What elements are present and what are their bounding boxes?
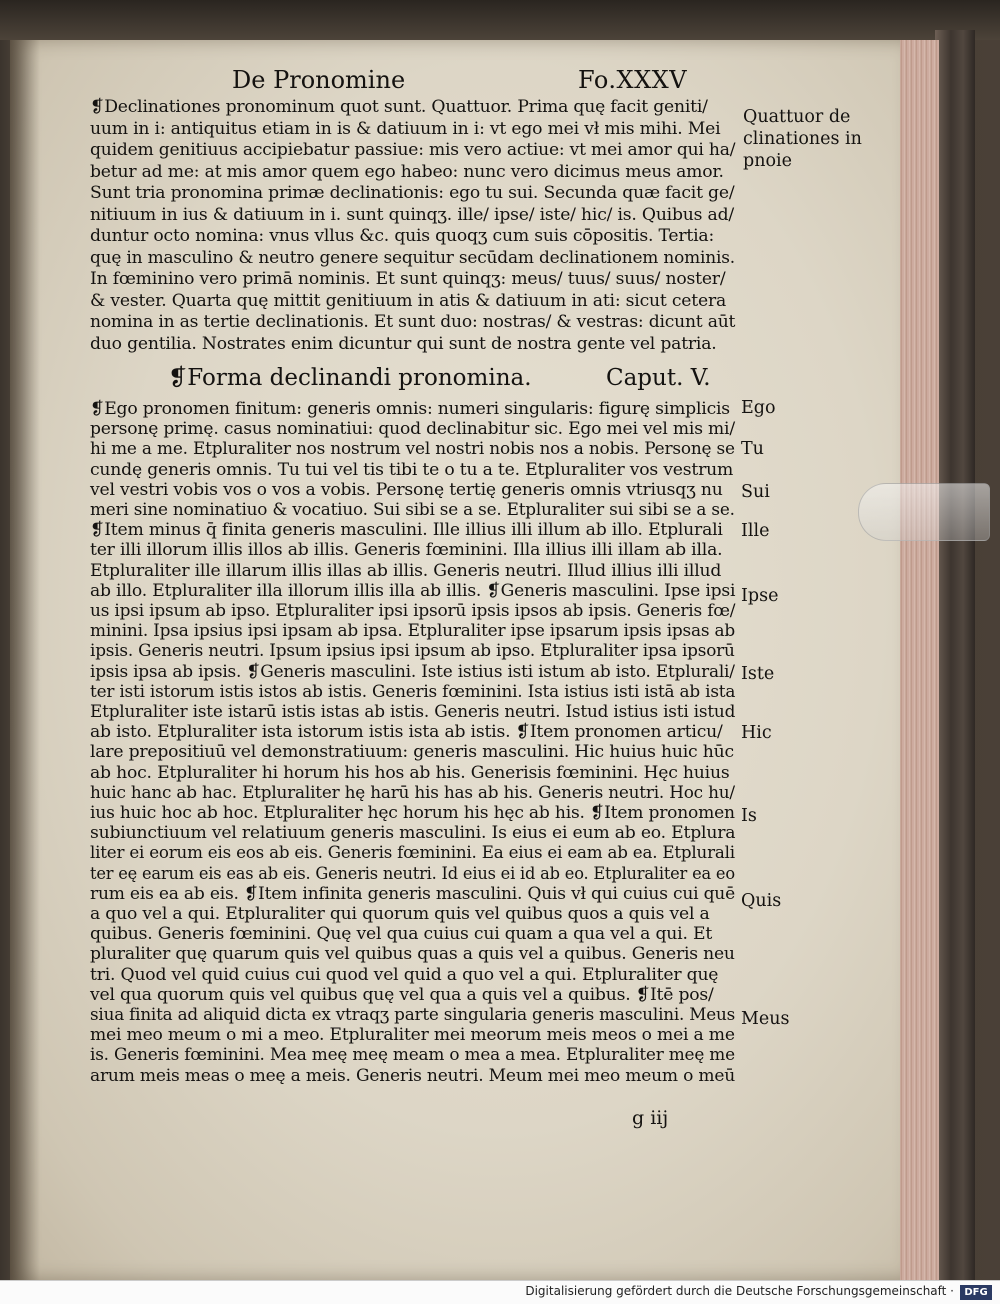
margin-note: Tu: [741, 439, 764, 459]
text-line: a quo vel a qui. Etpluraliter qui quorum quis vel quibus quos a quis vel a: [90, 904, 710, 924]
margin-note: Iste: [741, 664, 775, 684]
section-heading: ❡Forma declinandi pronomina.: [168, 365, 532, 391]
text-line: quidem genitiuus accipiebatur passiue: mis vero actiue: vt mei amor qui ha/: [90, 140, 736, 160]
signature-mark: g iij: [632, 1107, 669, 1129]
text-line: quibus. Generis fœminini. Quę vel qua cuius cui quam a qua vel a qui. Et: [90, 924, 713, 945]
text-line: rum eis ea ab eis. ❡Item infinita generis masculini. Quis vł qui cuius cui quē: [90, 883, 735, 904]
text-line: ❡Declinationes pronominum quot sunt. Quattuor. Prima quę facit geniti/: [90, 97, 708, 117]
margin-heading-note: clinationes in: [743, 129, 862, 149]
margin-note: Is: [741, 806, 757, 826]
margin-heading-note: pnoie: [743, 151, 792, 171]
text-line: quę in masculino & neutro genere sequitur secūdam declinationem nominis.: [90, 247, 735, 268]
text-line: ❡Item minus q̄ finita generis masculini. Ille illius illi illum ab illo. Etplurali: [90, 520, 723, 541]
text-line: Etpluraliter iste istarū istis istas ab istis. Generis neutri. Istud istius isti istud: [90, 702, 736, 722]
text-line: pluraliter quę quarum quis vel quibus quas a quis vel a quibus. Generis neu: [90, 944, 735, 965]
text-line: ipsis. Generis neutri. Ipsum ipsius ipsi ipsum ab ipso. Etpluraliter ipsa ipsorū: [90, 641, 735, 662]
text-line: us ipsi ipsum ab ipso. Etpluraliter ipsi ipsorū ipsis ipsos ab ipsis. Generis fœ/: [90, 601, 736, 621]
text-line: ab illo. Etpluraliter illa illorum illis illa ab illis. ❡Generis masculini. Ipse ipsi: [90, 580, 736, 601]
text-line: ter illi illorum illis illos ab illis. Generis fœminini. Illa illius illi illam ab illa.: [90, 540, 723, 561]
text-line: arum meis meas o meę a meis. Generis neutri. Meum mei meo meum o meū: [90, 1065, 736, 1086]
text-line: Etpluraliter ille illarum illis illas ab illis. Generis neutri. Illud illius illi illud: [90, 560, 722, 581]
text-line: duo gentilia. Nostrates enim dicuntur qui sunt de nostra gente vel patria.: [90, 333, 717, 354]
text-line: betur ad me: at mis amor quem ego habeo: nunc vero dicimus meus amor.: [90, 161, 724, 182]
gutter-shadow: [10, 40, 40, 1280]
text-line: & vester. Quarta quę mittit genitiuum in atis & datiuum in ati: sicut cetera: [90, 290, 727, 311]
margin-note: Ipse: [741, 586, 779, 606]
text-line: In fœminino vero primā nominis. Et sunt quinqʒ: meus/ tuus/ suus/ noster/: [90, 269, 726, 289]
text-line: duntur octo nomina: vnus vllus &c. quis quoqʒ cum suis cōpositis. Tertia:: [90, 226, 715, 246]
text-line: nitiuum in ius & datiuum in i. sunt quinqʒ. ille/ ipse/ iste/ hic/ is. Quibus ad/: [90, 204, 734, 225]
margin-note: Meus: [741, 1009, 790, 1029]
text-line: uum in i: antiquitus etiam in is & datiuum in i: vt ego mei vł mis mihi. Mei: [90, 118, 721, 139]
page-clip: [858, 483, 990, 541]
margin-note: Hic: [741, 723, 772, 743]
text-line: meri sine nominatiuo & vocatiuo. Sui sibi se a se. Etpluraliter sui sibi se a se.: [90, 500, 735, 520]
text-line: Sunt tria pronomina primæ declinationis: ego tu sui. Secunda quæ facit ge/: [90, 183, 735, 203]
text-line: ab hoc. Etpluraliter hi horum his hos ab his. Generisis fœminini. Hęc huius: [90, 762, 730, 783]
margin-note: Ego: [741, 398, 776, 418]
text-line: nomina in as tertie declinationis. Et sunt duo: nostras/ & vestras: dicunt aūt: [90, 312, 736, 332]
margin-note: Sui: [741, 482, 770, 502]
margin-note: Ille: [741, 521, 770, 541]
text-line: ab isto. Etpluraliter ista istorum istis ista ab istis. ❡Item pronomen articu/: [90, 722, 723, 743]
footer-credit: Digitalisierung gefördert durch die Deutsche Forschungsgemeinschaft ·: [525, 1284, 954, 1298]
folio-number: Fo.XXXV: [578, 66, 688, 94]
chapter-label: Caput. V.: [606, 365, 711, 391]
text-line: personę primę. casus nominatiui: quod declinabitur sic. Ego mei vel mis mi/: [90, 419, 735, 440]
dfg-logo: DFG: [960, 1285, 992, 1300]
text-line: ipsis ipsa ab ipsis. ❡Generis masculini. Iste istius isti istum ab isto. Etplurali/: [90, 661, 735, 682]
book-cover-board: [935, 30, 975, 1280]
text-line: tri. Quod vel quid cuius cui quod vel quid a quo vel a qui. Etpluraliter quę: [90, 964, 719, 985]
text-line: ius huic hoc ab hoc. Etpluraliter hęc horum his hęc ab his. ❡Item pronomen: [90, 803, 735, 823]
text-line: ter eę earum eis eas ab eis. Generis neutri. Id eius ei id ab eo. Etpluraliter ea eo: [90, 863, 735, 884]
margin-heading-note: Quattuor de: [743, 107, 851, 127]
text-line: vel qua quorum quis vel quibus quę vel qua a quis vel a quibus. ❡Itē pos/: [90, 984, 714, 1005]
text-line: cundę generis omnis. Tu tui vel tis tibi te o tu a te. Etpluraliter vos vestrum: [90, 459, 734, 480]
digitization-footer: [0, 1280, 1000, 1304]
running-header-title: De Pronomine: [232, 66, 406, 94]
text-line: lare prepositiuū vel demonstratiuum: generis masculini. Hic huius huic hūc: [90, 742, 734, 763]
margin-note: Quis: [741, 891, 782, 911]
text-line: liter ei eorum eis eos ab eis. Generis fœminini. Ea eius ei eam ab ea. Etplurali: [90, 843, 735, 864]
text-line: siua finita ad aliquid dicta ex vtraqʒ parte singularia generis masculini. Meus: [90, 1005, 736, 1025]
text-line: huic hanc ab hac. Etpluraliter hę harū his has ab his. Generis neutri. Hoc hu/: [90, 782, 735, 803]
text-line: hi me a me. Etpluraliter nos nostrum vel nostri nobis nos a nobis. Personę se: [90, 439, 735, 460]
text-line: ter isti istorum istis istos ab istis. Generis fœminini. Ista istius isti istā ab ista: [90, 681, 736, 702]
text-line: ❡Ego pronomen finitum: generis omnis: numeri singularis: figurę simplicis: [90, 399, 730, 419]
text-line: vel vestri vobis vos o vos a vobis. Personę tertię generis omnis vtriusqʒ nu: [90, 479, 723, 500]
book-top-edge: [0, 0, 1000, 40]
text-line: subiunctiuum vel relatiuum generis masculini. Is eius ei eum ab eo. Etplura: [90, 823, 736, 844]
text-line: is. Generis fœminini. Mea meę meę meam o mea a mea. Etpluraliter meę me: [90, 1045, 735, 1066]
text-line: minini. Ipsa ipsius ipsi ipsam ab ipsa. Etpluraliter ipse ipsarum ipsis ipsas ab: [90, 621, 736, 642]
text-line: mei meo meum o mi a meo. Etpluraliter mei meorum meis meos o mei a me: [90, 1025, 735, 1046]
